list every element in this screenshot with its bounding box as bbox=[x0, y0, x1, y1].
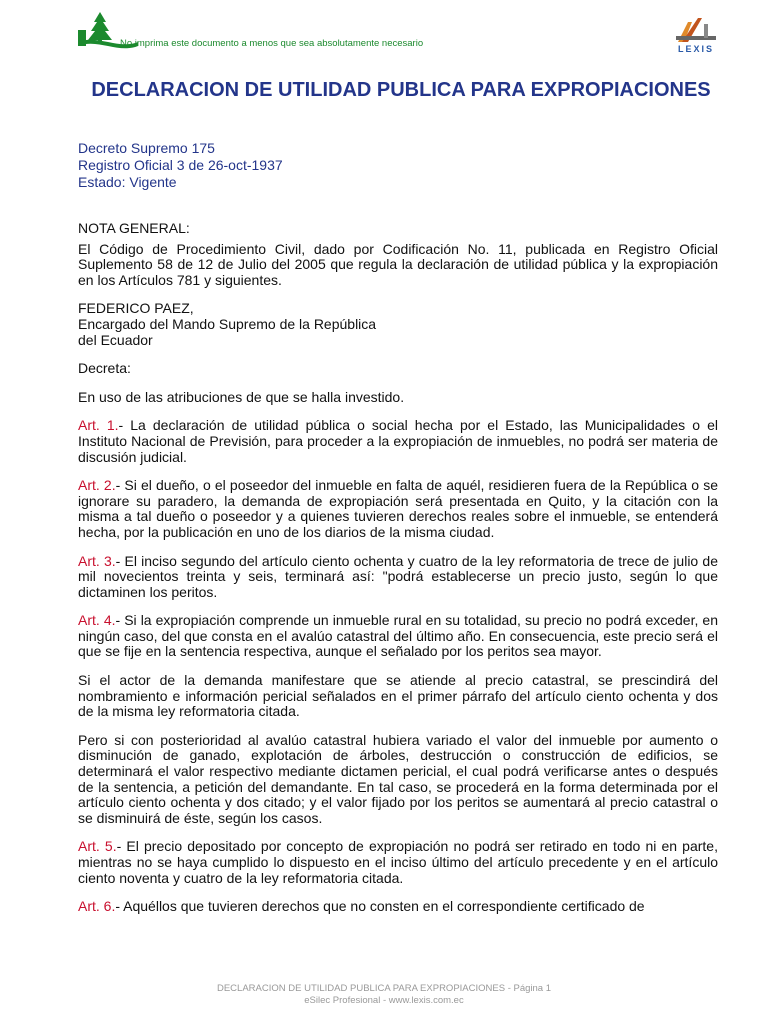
article-text: - La declaración de utilidad pública o social hecha por el Estado, las Municipalidades o el Instituto Nacional de Previsión, para proceder a la expropiación de inmuebles, no podrá ser materia de discusión judicial. bbox=[78, 417, 718, 465]
article-6 bbox=[78, 899, 718, 915]
article-label: Art. 4. bbox=[78, 612, 116, 629]
article-text: - Si el dueño, o el poseedor del inmueble en falta de aquél, residieren fuera de la República o se ignorare su paradero, la demanda de expropiación será presentada en Quito, y la citación con la misma a tal dueño o poseedor y a quienes tuvieren derechos reales sobre el inmueble, se entenderá hecha, por la publicación en uno de los diarios de la misma ciudad. bbox=[78, 477, 718, 540]
article-4-paragraph-a: Si el actor de la demanda manifestare que se atiende al precio catastral, se prescindirá del nombramiento e información pericial señalados en el primer párrafo del artículo ciento ochenta y dos de la misma ley reformatoria citada. bbox=[78, 672, 718, 720]
article-label: Art. 2. bbox=[78, 477, 116, 494]
lexis-logo-text: LEXIS bbox=[677, 44, 714, 54]
official-registry: Registro Oficial 3 de 26-oct-1937 bbox=[78, 157, 283, 173]
signer-title-1: Encargado del Mando Supremo de la República bbox=[78, 315, 377, 332]
article-label: Art. 6. bbox=[78, 898, 116, 915]
article-2 bbox=[78, 478, 718, 540]
article-1 bbox=[78, 418, 718, 465]
article-4 bbox=[78, 613, 718, 660]
decreta: Decreta: bbox=[78, 360, 131, 377]
article-3 bbox=[78, 554, 718, 601]
article-text: - El precio depositado por concepto de expropiación no podrá ser retirado en todo ni en parte, mientras no se haya cumplido lo dispuesto en el inciso último del artículo precedente y en el artículo ciento noventa y cuatro de la ley reformatoria citada. bbox=[78, 838, 718, 886]
signer-name: FEDERICO PAEZ, bbox=[78, 300, 194, 317]
nota-general-text: El Código de Procedimiento Civil, dado por Codificación No. 11, publicada en Registro Oficial Suplemento 58 de 12 de Julio del 2005 que regula la declaración de utilidad pública y la expropiación en los Artículos 781 y siguientes. bbox=[78, 240, 718, 288]
preamble: En uso de las atribuciones de que se halla investido. bbox=[78, 388, 405, 405]
signer-block bbox=[78, 301, 718, 348]
article-label: Art. 5. bbox=[78, 838, 117, 855]
document-body bbox=[78, 221, 718, 928]
document-title: DECLARACION DE UTILIDAD PUBLICA PARA EXPROPIACIONES bbox=[91, 79, 711, 101]
article-text: - Aquéllos que tuvieren derechos que no consten en el correspondiente certificado de bbox=[115, 898, 645, 915]
nota-general-heading: NOTA GENERAL: bbox=[78, 220, 190, 236]
decree-number: Decreto Supremo 175 bbox=[78, 140, 215, 156]
article-text: - Si la expropiación comprende un inmueble rural en su totalidad, su precio no podrá exceder, en ningún caso, del que consta en el avalúo catastral del último año. En consecuencia, este precio será el que se fije en la sentencia respectiva, aunque el señalado por los peritos sea mayor. bbox=[78, 612, 718, 660]
article-5 bbox=[78, 839, 718, 886]
article-label: Art. 1. bbox=[78, 417, 119, 434]
article-4-paragraph-b: Pero si con posterioridad al avalúo catastral hubiera variado el valor del inmueble por aumento o disminución de ganado, explotación de árboles, destrucción o construcción de edificios, se determinará el valor respectivo mediante dictamen pericial, el cual podrá verificarse antes o después de la sentencia, a petición del demandante. En tal caso, se procederá en la forma determinada por el artículo ciento ochenta y dos citado; y el valor fijado por los peritos se aumentará al precio catastral o se disminuirá de éste, según los casos. bbox=[78, 731, 718, 826]
eco-notice: No imprima este documento a menos que sea absolutamente necesario bbox=[120, 38, 424, 49]
article-label: Art. 3. bbox=[78, 552, 116, 569]
footer-page-info: DECLARACION DE UTILIDAD PUBLICA PARA EXPROPIACIONES - Página 1 bbox=[216, 983, 551, 994]
document-meta bbox=[78, 140, 283, 191]
signer-title-2: del Ecuador bbox=[78, 331, 153, 348]
footer-website: eSilec Profesional - www.lexis.com.ec bbox=[304, 995, 464, 1006]
document-status: Estado: Vigente bbox=[78, 174, 177, 190]
article-text: - El inciso segundo del artículo ciento ochenta y cuatro de la ley reformatoria de trece de julio de mil novecientos treinta y seis, terminará así: "podrá establecerse un precio justo, según lo que dictaminen los peritos. bbox=[78, 552, 718, 600]
page-footer bbox=[0, 983, 768, 1007]
tree-icon bbox=[88, 12, 112, 44]
